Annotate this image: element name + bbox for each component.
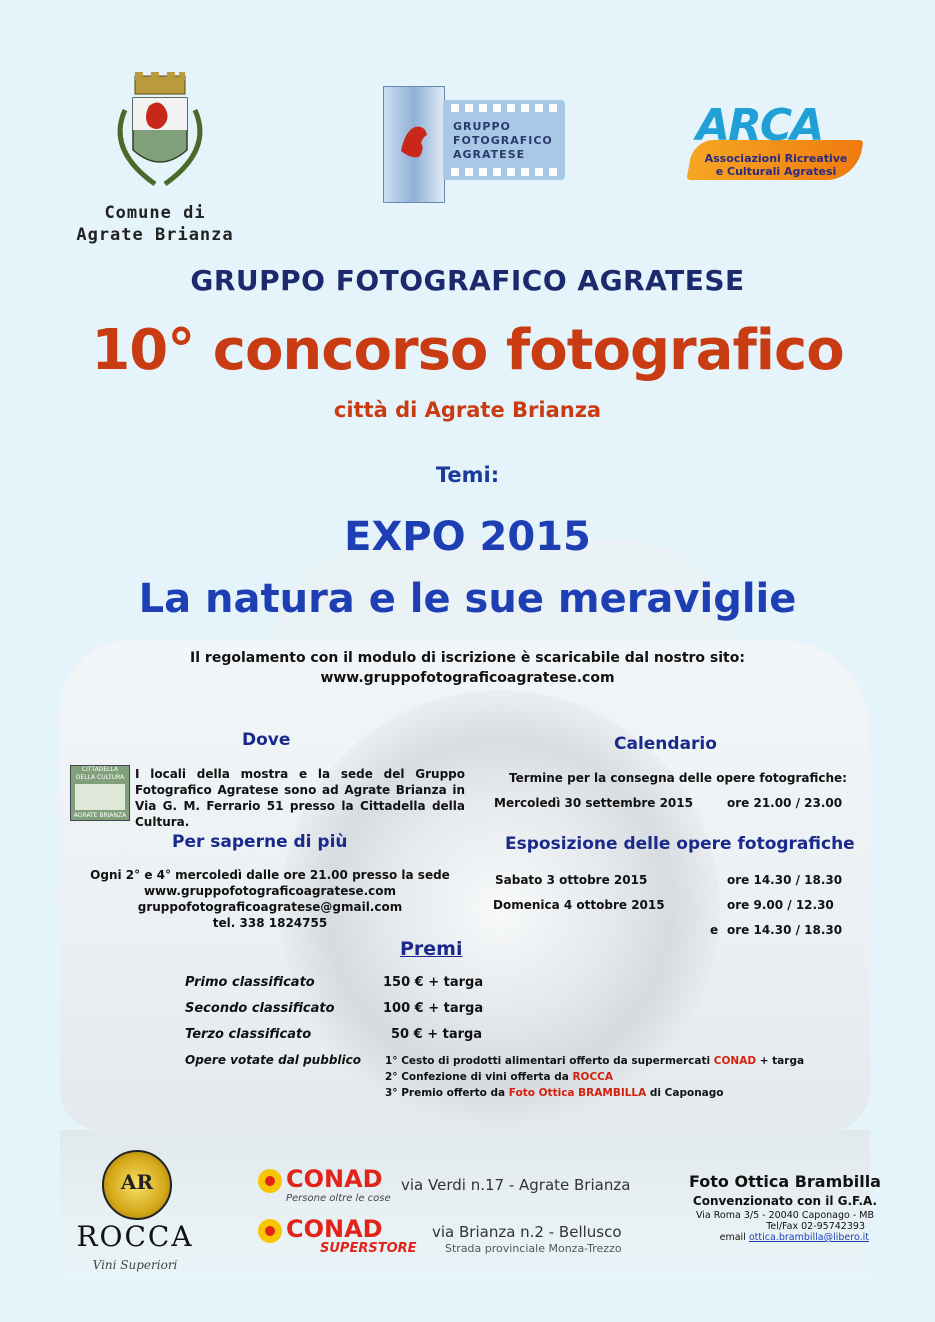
- gfa-line3: AGRATESE: [453, 148, 526, 161]
- brambilla-email-line: email ottica.brambilla@libero.it: [719, 1232, 869, 1243]
- conad2-name: CONAD: [286, 1215, 383, 1243]
- comune-logo-text: [60, 202, 250, 246]
- info-phone: tel. 338 1824755: [212, 916, 328, 930]
- esposizione-heading: Esposizione delle opere fotografiche: [505, 834, 855, 854]
- premio-1-label: Primo classificato: [185, 975, 315, 990]
- conad1-tag: Persone oltre le cose: [286, 1193, 391, 1204]
- brambilla-tel: Tel/Fax 02-95742393: [766, 1221, 865, 1232]
- arca-word: ARCA: [696, 100, 823, 151]
- thumb-line1: CITTADELLA: [81, 766, 119, 773]
- thumb-line2: DELLA CULTURA: [75, 774, 125, 781]
- premio-1-value: 150 € + targa: [383, 975, 484, 990]
- conad-flower-icon: [258, 1169, 282, 1193]
- deadline-label: Termine per la consegna delle opere fotografiche:: [509, 771, 847, 785]
- sun-time-afternoon: ore 14.30 / 18.30: [727, 923, 843, 937]
- conad1-address: via Verdi n.17 - Agrate Brianza: [401, 1176, 631, 1194]
- rules-text: Il regolamento con il modulo di iscrizione è scaricabile dal nostro sito:: [190, 650, 745, 666]
- conad2-address: via Brianza n.2 - Bellusco: [432, 1223, 622, 1241]
- conad-flower-icon: [258, 1219, 282, 1243]
- brambilla-address: Via Roma 3/5 - 20040 Caponago - MB: [695, 1210, 874, 1221]
- rocca-logo: [60, 1148, 210, 1280]
- thumb-line3: AGRATE BRIANZA: [73, 812, 127, 819]
- info-line1: Ogni 2° e 4° mercoledì dalle ore 21.00 presso la sede: [90, 868, 450, 882]
- calendario-heading: Calendario: [614, 734, 717, 754]
- gfa-line1: GRUPPO: [453, 120, 511, 133]
- conad-logo-1: [258, 1165, 393, 1205]
- deadline-date: Mercoledì 30 settembre 2015: [494, 796, 693, 810]
- sun-date: Domenica 4 ottobre 2015: [493, 898, 665, 912]
- conad2-address-2: Strada provinciale Monza-Trezzo: [445, 1242, 622, 1255]
- rules-block: [0, 648, 935, 688]
- brambilla-email[interactable]: ottica.brambilla@libero.it: [748, 1232, 869, 1243]
- brambilla-conv: Convenzionato con il G.F.A.: [692, 1194, 878, 1208]
- conad-logo-2: [258, 1215, 423, 1260]
- public-prize-1: 1° Cesto di prodotti alimentari offerto da supermercati CONAD + targa: [385, 1055, 805, 1067]
- brambilla-name: Foto Ottica Brambilla: [689, 1172, 881, 1191]
- rocca-monogram: AR: [120, 1170, 154, 1194]
- gfa-logo: [383, 86, 568, 204]
- public-prize-2: 2° Confezione di vini offerta da ROCCA: [385, 1071, 614, 1083]
- theme-expo: EXPO 2015: [344, 514, 591, 560]
- arca-logo: [670, 100, 865, 190]
- contest-title: 10° concorso fotografico: [91, 318, 844, 383]
- premio-3-label: Terzo classificato: [185, 1027, 312, 1042]
- sat-date: Sabato 3 ottobre 2015: [495, 873, 648, 887]
- info-heading: Per saperne di più: [172, 832, 348, 852]
- arca-line2: e Culturali Agratesi: [715, 165, 837, 178]
- comune-line1: Comune di: [104, 203, 206, 223]
- comune-logo: [95, 70, 225, 195]
- cittadella-thumbnail: [70, 765, 130, 821]
- conad1-name: CONAD: [286, 1165, 383, 1193]
- sun-time-morning: ore 9.00 / 12.30: [727, 898, 834, 912]
- sat-time: ore 14.30 / 18.30: [727, 873, 843, 887]
- info-block: [80, 867, 460, 931]
- theme-natura: La natura e le sue meraviglie: [138, 576, 797, 622]
- premio-2-value: 100 € + targa: [383, 1001, 484, 1016]
- info-email[interactable]: gruppofotograficoagratese@gmail.com: [137, 900, 403, 914]
- rules-url[interactable]: www.gruppofotograficoagratese.com: [320, 670, 615, 686]
- public-label: Opere votate dal pubblico: [185, 1053, 361, 1067]
- conad2-tag: SUPERSTORE: [320, 1241, 417, 1256]
- gfa-line2: FOTOGRAFICO: [453, 134, 553, 147]
- sun-and: e: [710, 923, 719, 937]
- group-title: GRUPPO FOTOGRAFICO AGRATESE: [190, 264, 745, 297]
- comune-line2: Agrate Brianza: [76, 225, 234, 245]
- arca-line1: Associazioni Ricreative: [704, 152, 848, 165]
- rocca-name: ROCCA: [76, 1220, 194, 1253]
- coat-of-arms-icon: [95, 70, 225, 195]
- dove-text: I locali della mostra e la sede del Gruppo Fotografico Agratese sono ad Agrate Brianza in Via G. M. Ferrario 51 presso la Cittadella della Cultura.: [135, 767, 465, 829]
- deadline-time: ore 21.00 / 23.00: [727, 796, 843, 810]
- rocca-tag: Vini Superiori: [92, 1258, 178, 1272]
- info-site[interactable]: www.gruppofotograficoagratese.com: [143, 884, 397, 898]
- premi-heading: Premi: [400, 938, 463, 960]
- premio-2-label: Secondo classificato: [185, 1001, 335, 1016]
- lion-icon: [395, 121, 431, 161]
- film-strip: [443, 100, 565, 180]
- brambilla-block: [675, 1172, 895, 1243]
- contest-subtitle: città di Agrate Brianza: [333, 398, 602, 422]
- public-prizes: [385, 1053, 804, 1101]
- temi-label: Temi:: [435, 463, 500, 487]
- public-prize-3: 3° Premio offerto da Foto Ottica BRAMBILLA di Caponago: [385, 1087, 724, 1099]
- dove-heading: Dove: [242, 730, 291, 750]
- premio-3-value: 50 € + targa: [391, 1027, 483, 1042]
